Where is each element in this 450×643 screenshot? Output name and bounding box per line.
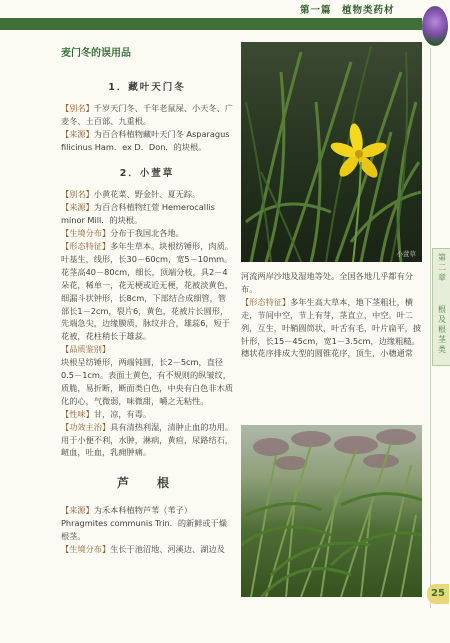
para-text: 甘，凉，有毒。 <box>93 408 152 419</box>
photo-caption: 小萱草 <box>396 250 416 258</box>
para <box>61 504 233 543</box>
para-label: 【别名】 <box>61 102 94 113</box>
para <box>61 408 233 421</box>
para-label: 【生境分布】 <box>61 228 111 239</box>
daylily-photo <box>241 42 422 262</box>
para-label: 【功效主治】 <box>61 421 111 432</box>
para <box>61 421 233 460</box>
para <box>61 102 233 128</box>
para <box>61 543 233 556</box>
para-text: 河流两岸沙地及湿地等处。全国各地几乎都有分布。 <box>241 271 413 294</box>
para-text: 多年生草本。块根纺锤形，肉质。叶基生，线形，长30－60cm，宽5－10mm。花茎高40－80cm，细长，顶端分枝，具2－4朵花，稀单一，花无梗或近无梗，花被淡黄色，细漏斗状钟形，长8cm，下部结合成细管，管部长1－2cm，裂片6，黄色，花被片长圆形，先端急尖，边缘膜质，脉纹并合，雄蕊6，短于花被，花柱稍长于雄蕊。 <box>61 240 233 342</box>
page-number: 25 <box>427 584 449 604</box>
para-text: 具有清热利湿，清肿止血的功用。用于小便不利，水肿，淋病，黄疸，尿路结石，衄血，吐血，乳痈肿痛。 <box>61 421 233 458</box>
para-text: 为百合科植物藏叶天门冬 Asparagus filicinus Ham．ex D．Don．的块根。 <box>61 128 230 152</box>
margin-rule <box>430 48 431 608</box>
reed-photo <box>241 425 422 597</box>
para <box>61 227 233 240</box>
left-column <box>61 48 233 556</box>
para <box>61 128 233 154</box>
para <box>61 201 233 227</box>
header-title: 第一篇 植物类药材 <box>300 5 395 16</box>
para-text: 多年生高大草本，地下茎粗壮，横走，节间中空，节上有芽，茎直立，中空。叶二列，互生，叶鞘圆筒状，叶舌有毛，叶片扁平，披针形，长15－45cm，宽1－3.5cm，边缘粗糙。穗状花序排成大型的圆锥花序，顶生，小穗通常 <box>241 296 422 359</box>
para <box>241 270 422 296</box>
item-heading: 2．小萱草 <box>119 168 175 180</box>
para-text: 小黄花菜、野金针、夏无踪。 <box>93 189 201 200</box>
para-label: 【形态特征】 <box>61 240 111 251</box>
para-label: 【来源】 <box>61 128 94 139</box>
daylily-illustration <box>241 42 422 262</box>
para <box>61 240 233 343</box>
flower-emblem <box>422 6 448 46</box>
para-label: 【形态特征】 <box>241 296 291 307</box>
reed-illustration <box>241 425 422 597</box>
side-category-label: 根及根茎类 <box>438 305 446 354</box>
item-heading: 1．藏叶天门冬 <box>108 81 186 93</box>
para-text: 为百合科植物红萱 Hemerocallis minor Mill．的块根。 <box>61 202 215 226</box>
para-text: 千岁天门冬、千年老鼠屎、小天冬、广麦冬、土百部、九重根。 <box>61 102 233 126</box>
side-chapter-label: 第二章 <box>438 253 446 282</box>
para-text: 生长于池沼地、河溪边、湖边及 <box>110 544 225 554</box>
para <box>61 343 233 356</box>
chapter-side-tab <box>432 248 450 366</box>
para-text: 为禾本科植物芦苇（苇子）Phragmites communis Trin．的新鲜或干燥根茎。 <box>61 505 227 542</box>
para-label: 【来源】 <box>61 505 94 516</box>
para-label: 【别名】 <box>61 189 94 200</box>
para <box>61 356 233 408</box>
para-label: 【来源】 <box>61 202 94 213</box>
para-label: 【品质鉴别】 <box>61 344 111 355</box>
reed-title: 芦 根 <box>116 476 177 491</box>
header-band <box>0 18 422 30</box>
para <box>61 188 233 201</box>
para <box>241 296 422 361</box>
para-label: 【性味】 <box>61 408 94 419</box>
right-column <box>241 270 422 360</box>
section-title: 麦门冬的误用品 <box>61 48 131 59</box>
page-header <box>0 0 450 36</box>
para-text: 分布于我国北各地。 <box>110 228 184 239</box>
para-label: 【生境分布】 <box>61 544 111 554</box>
para-text: 块根呈纺锤形，两端钝圆，长2－5cm，直径0.5－1cm。表面土黄色，有不规则的纵皱纹，质脆，易折断，断面类白色，中央有白色非木质化的心，气微弱，味微甜，嚼之无粘性。 <box>61 357 233 406</box>
